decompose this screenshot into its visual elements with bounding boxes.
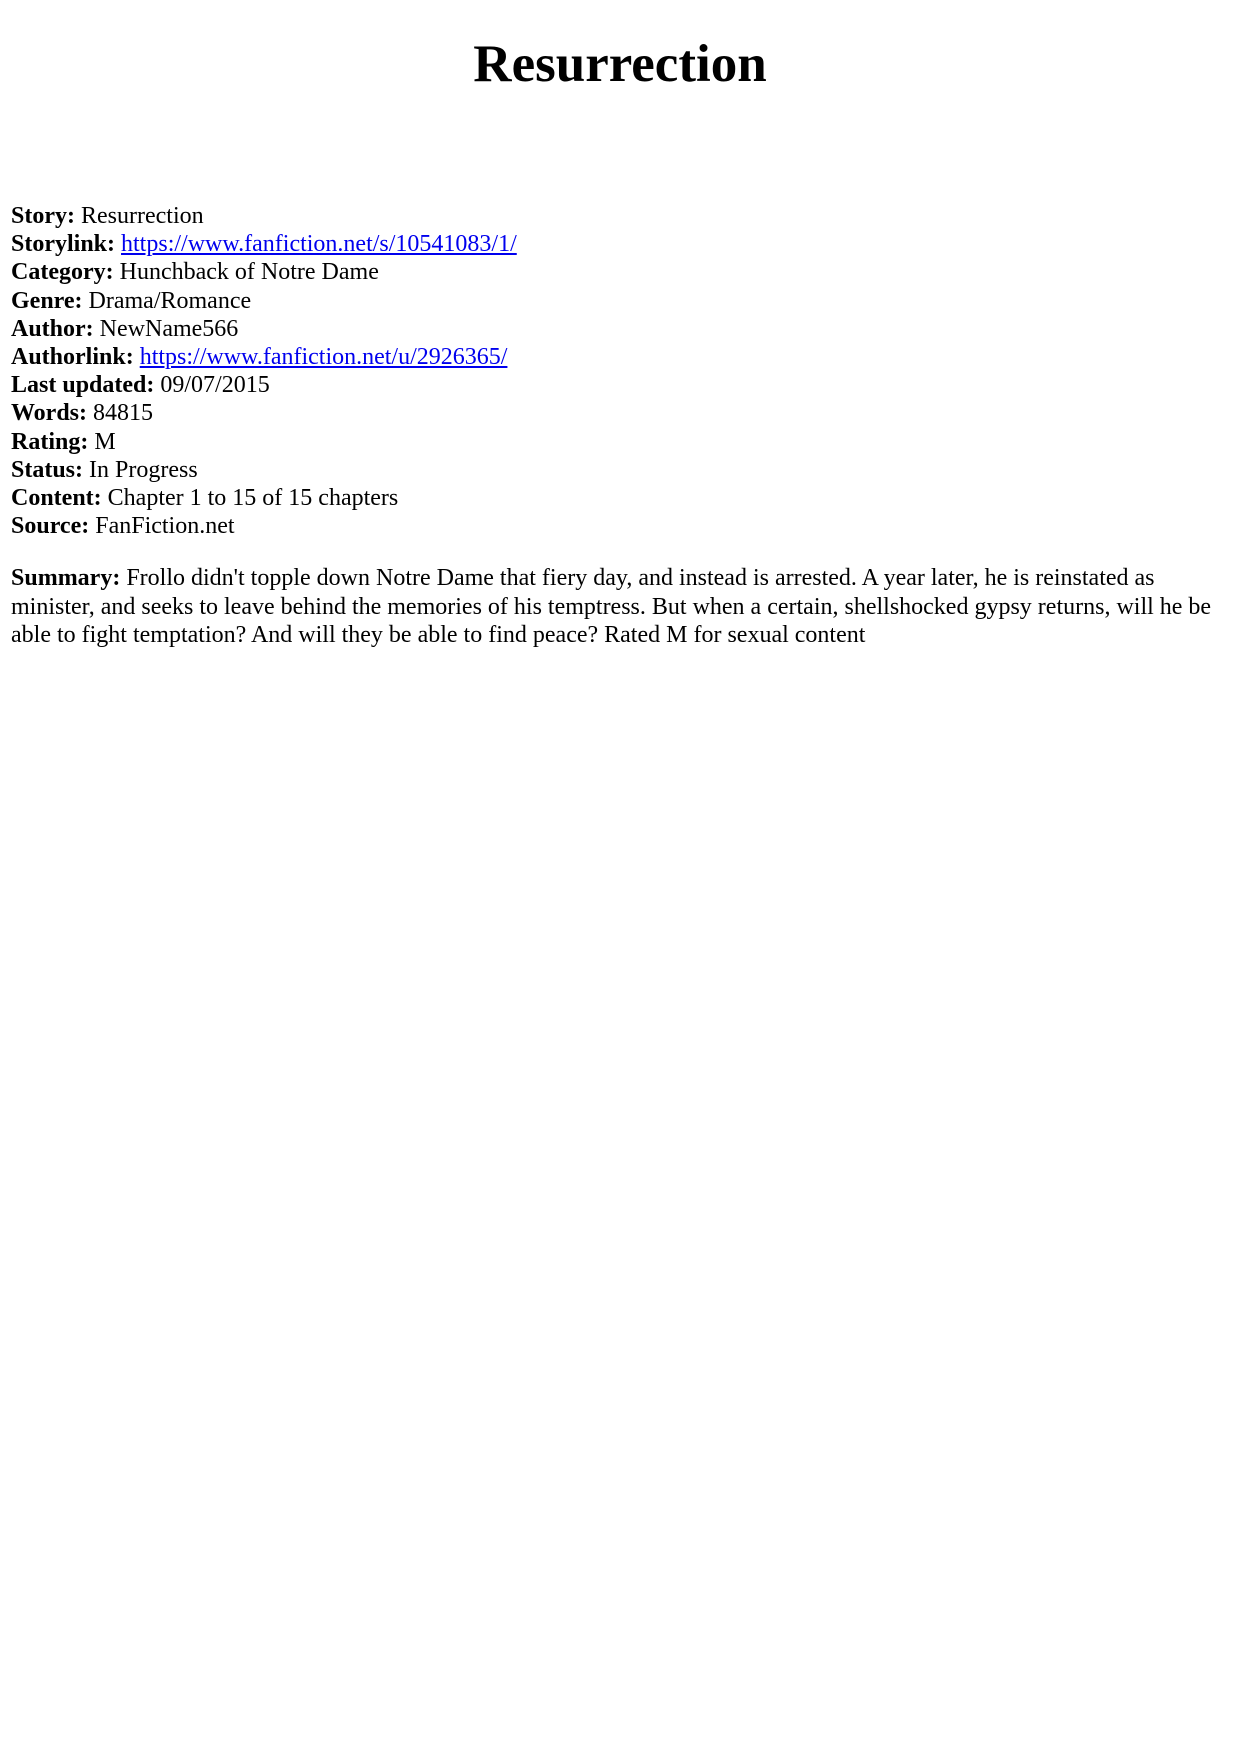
meta-words <box>11 399 1229 427</box>
summary-text: Frollo didn't topple down Notre Dame that fiery day, and instead is arrested. A year later, he is reinstated as minister, and seeks to leave behind the memories of his temptress. But when a certain, shellshocked gypsy returns, will he be able to fight temptation? And will they be able to find peace? Rated M for sexual content <box>11 565 1212 649</box>
meta-story-value: Resurrection <box>80 203 204 229</box>
meta-last-updated <box>11 371 1229 399</box>
meta-category-value: Hunchback of Notre Dame <box>119 259 379 286</box>
meta-authorlink-label: Authorlink: <box>11 344 134 371</box>
meta-source-value: FanFiction.net <box>95 513 235 540</box>
meta-genre <box>11 287 1229 315</box>
summary-label: Summary: <box>11 565 121 592</box>
meta-words-value: 84815 <box>93 400 154 427</box>
meta-source-label: Source: <box>11 513 90 540</box>
meta-rating-label: Rating: <box>11 428 89 455</box>
meta-author <box>11 315 1229 343</box>
meta-category-label: Category: <box>11 259 114 286</box>
meta-rating <box>11 428 1229 456</box>
meta-source <box>11 512 1229 540</box>
meta-status-label: Status: <box>11 456 84 483</box>
meta-authorlink <box>11 343 1229 371</box>
meta-status <box>11 456 1229 484</box>
meta-author-value: NewName566 <box>99 315 239 342</box>
storylink-link[interactable]: https://www.fanfiction.net/s/10541083/1/ <box>121 231 517 258</box>
meta-story-label: Story: <box>11 203 75 229</box>
meta-story <box>11 202 1229 230</box>
meta-last-updated-value: 09/07/2015 <box>160 372 270 399</box>
meta-category <box>11 258 1229 286</box>
meta-genre-label: Genre: <box>11 287 83 314</box>
story-summary <box>11 564 1229 650</box>
meta-status-value: In Progress <box>89 456 198 483</box>
story-metadata <box>11 202 1229 540</box>
meta-rating-value: M <box>94 428 116 455</box>
meta-author-label: Author: <box>11 315 94 342</box>
meta-content-label: Content: <box>11 485 102 512</box>
meta-genre-value: Drama/Romance <box>88 287 252 314</box>
meta-last-updated-label: Last updated: <box>11 372 155 399</box>
meta-words-label: Words: <box>11 400 88 427</box>
meta-storylink <box>11 230 1229 258</box>
meta-content-value: Chapter 1 to 15 of 15 chapters <box>107 485 399 512</box>
meta-content <box>11 484 1229 512</box>
meta-storylink-label: Storylink: <box>11 231 116 258</box>
authorlink-link[interactable]: https://www.fanfiction.net/u/2926365/ <box>139 344 508 371</box>
page-title: Resurrection <box>473 35 767 93</box>
